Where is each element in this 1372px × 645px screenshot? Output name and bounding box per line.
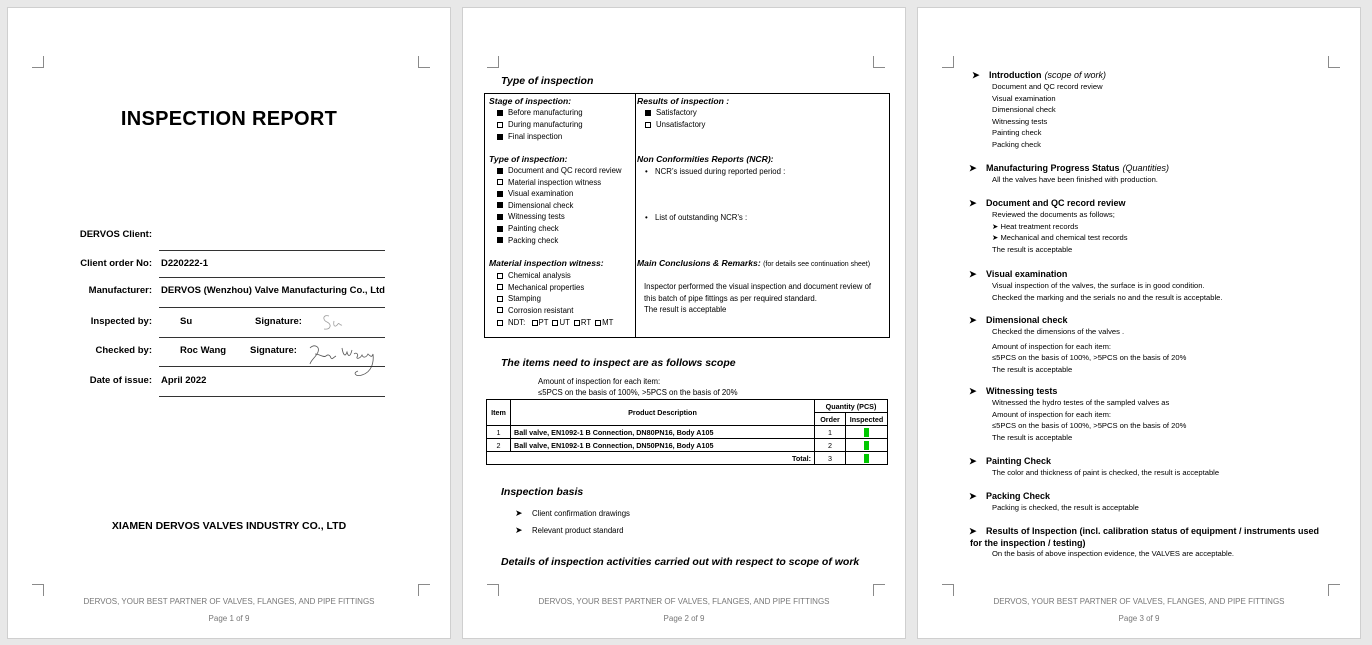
section-title <box>969 491 1051 501</box>
arrow-bullet-icon: ➤ <box>969 526 977 536</box>
unchecked-box-icon <box>645 122 651 128</box>
divider <box>635 94 636 337</box>
ncr-item-1 <box>645 167 785 176</box>
bullet-icon: • <box>645 167 648 176</box>
checkbox-label: During manufacturing <box>508 120 583 129</box>
checkbox-item <box>497 212 565 221</box>
unchecked-box-icon <box>497 179 503 185</box>
section-title <box>969 315 1068 325</box>
checkbox-item <box>497 120 583 129</box>
section-title-text: Results of Inspection (incl. calibration status of equipment / instruments used <box>986 526 1320 536</box>
page-3 <box>917 7 1361 639</box>
underline <box>159 307 385 308</box>
item-cell: 1 <box>487 426 511 439</box>
section-line: Packing is checked, the result is acceptable <box>992 503 1139 512</box>
section-heading-items: The items need to inspect are as follows scope <box>501 357 736 369</box>
section-line: Visual examination <box>992 93 1056 103</box>
checked-box-icon <box>497 110 503 116</box>
arrow-bullet-icon: ➤ <box>969 491 977 501</box>
underline <box>159 396 385 397</box>
conclusions-note: (for details see continuation sheet) <box>763 261 871 268</box>
unchecked-box-icon <box>497 284 503 290</box>
ncr-item-2 <box>645 213 747 222</box>
checkbox-label: Stamping <box>508 294 541 304</box>
checkbox-item <box>497 306 573 315</box>
checkbox-label: Unsatisfactory <box>656 120 706 129</box>
ncr-heading: Non Conformities Reports (NCR): <box>637 154 774 164</box>
items-table <box>486 399 888 465</box>
ndt-option-label: PT <box>538 318 549 327</box>
crop-mark <box>873 584 885 596</box>
checkbox-label: Chemical analysis <box>508 271 571 280</box>
section-title-text: Painting Check <box>986 456 1052 466</box>
report-title: INSPECTION REPORT <box>120 108 338 130</box>
ndt-option-label: MT <box>602 318 614 327</box>
ndt-option <box>595 318 613 327</box>
company-name: XIAMEN DERVOS VALVES INDUSTRY CO., LTD <box>111 520 347 532</box>
checkbox-item <box>497 108 583 117</box>
highlight-mark <box>864 454 869 463</box>
checkbox-label: Visual examination <box>508 189 574 199</box>
section-line: Checked the dimensions of the valves . <box>992 327 1125 336</box>
order-cell: 2 <box>815 439 846 452</box>
section-line: Witnessing tests <box>992 116 1048 126</box>
checkbox-label: Packing check <box>508 235 559 245</box>
section-line: Packing check <box>992 139 1041 149</box>
inspected-cell <box>846 426 888 439</box>
section-line: Visual inspection of the valves, the surface is in good condition. <box>992 281 1205 290</box>
arrow-bullet-icon: ➤ <box>972 70 980 80</box>
signature-label: Signature: <box>255 316 302 327</box>
section-title <box>969 198 1126 208</box>
total-order: 3 <box>815 452 846 465</box>
checkbox-item <box>497 271 571 280</box>
underline <box>159 277 385 278</box>
basis-item <box>515 508 630 519</box>
checked-box-icon <box>497 168 503 174</box>
underline <box>159 366 385 367</box>
unchecked-box-icon <box>595 320 601 326</box>
section-title-text: Manufacturing Progress Status <box>986 163 1120 173</box>
bullet-icon: • <box>645 213 648 222</box>
footer-text: DERVOS, YOUR BEST PARTNER OF VALVES, FLANGES, AND PIPE FITTINGS <box>538 597 830 606</box>
crop-mark <box>942 56 954 68</box>
ndt-option <box>574 318 591 327</box>
results-heading: Results of inspection : <box>637 96 730 106</box>
basis-item <box>515 525 623 536</box>
underline <box>159 337 385 338</box>
crop-mark <box>942 584 954 596</box>
ncr-item-2-text: List of outstanding NCR’s : <box>655 213 748 222</box>
col-qty-header: Quantity (PCS) <box>815 400 888 413</box>
checkbox-item <box>497 132 562 141</box>
ndt-label: NDT: <box>508 318 526 327</box>
date-value: April 2022 <box>161 375 207 386</box>
table-row <box>487 426 888 439</box>
signature-su <box>320 312 350 334</box>
conclusions-heading <box>637 258 870 268</box>
client-row <box>8 229 450 243</box>
manufacturer-label: Manufacturer: <box>88 285 152 296</box>
stage-heading: Stage of inspection: <box>489 96 572 106</box>
order-label: Client order No: <box>80 258 152 269</box>
ndt-row <box>497 318 613 327</box>
arrow-bullet-icon: ➤ <box>515 508 523 518</box>
basis-item-text: Relevant product standard <box>532 526 624 535</box>
unchecked-box-icon <box>532 320 538 326</box>
crop-mark <box>487 56 499 68</box>
section-line: The color and thickness of paint is checked, the result is acceptable <box>992 468 1220 477</box>
checked-box-icon <box>645 110 651 116</box>
section-line: ≤5PCS on the basis of 100%, >5PCS on the basis of 20% <box>992 421 1187 430</box>
section-title <box>969 269 1068 279</box>
crop-mark <box>1328 584 1340 596</box>
section-line: ➤ Mechanical and chemical test records <box>992 233 1128 242</box>
checkbox-item <box>497 201 573 210</box>
section-line: The result is acceptable <box>992 244 1073 254</box>
inspection-summary-box <box>484 93 890 338</box>
ndt-option-label: UT <box>559 318 570 327</box>
section-heading-basis: Inspection basis <box>501 486 584 498</box>
unchecked-box-icon <box>497 296 503 302</box>
unchecked-box-icon <box>552 320 558 326</box>
inspected-cell <box>846 439 888 452</box>
page-number: Page 3 of 9 <box>1118 614 1160 623</box>
checkbox-item <box>497 236 558 245</box>
amount-line: ≤5PCS on the basis of 100%, >5PCS on the basis of 20% <box>538 388 738 397</box>
checkbox-label: Material inspection witness <box>508 177 602 187</box>
checkbox-item <box>497 166 622 175</box>
checkbox-label: Document and QC record review <box>508 166 622 175</box>
checkbox-item <box>497 189 573 198</box>
section-line: The result is acceptable <box>992 364 1073 374</box>
col-item-header: Item <box>487 400 511 426</box>
section-title <box>969 386 1058 396</box>
table-total-row <box>487 452 888 465</box>
unchecked-box-icon <box>497 273 503 279</box>
checked-box-icon <box>497 214 503 220</box>
checked-box-icon <box>497 202 503 208</box>
material-heading: Material inspection witness: <box>489 258 604 268</box>
ndt-option <box>532 318 549 327</box>
inspected-value: Su <box>180 316 193 327</box>
checkbox-label: Painting check <box>508 224 559 233</box>
footer-text: DERVOS, YOUR BEST PARTNER OF VALVES, FLANGES, AND PIPE FITTINGS <box>993 597 1285 606</box>
section-title <box>969 526 1320 536</box>
section-line: Witnessed the hydro testes of the sampled valves as <box>992 398 1170 407</box>
checked-box-icon <box>497 191 503 197</box>
checkbox-label: Final inspection <box>508 132 563 141</box>
section-line: Painting check <box>992 128 1042 137</box>
desc-cell: Ball valve, EN1092-1 B Connection, DN50PN16, Body A105 <box>511 439 815 452</box>
checkbox-item <box>497 178 601 187</box>
desc-cell: Ball valve, EN1092-1 B Connection, DN80PN16, Body A105 <box>511 426 815 439</box>
crop-mark <box>418 584 430 596</box>
crop-mark <box>32 56 44 68</box>
col-inspected-header: Inspected <box>846 413 888 426</box>
page-1 <box>7 7 451 639</box>
checkbox-item <box>645 108 697 117</box>
checked-box-icon <box>497 237 503 243</box>
section-line: Dimensional check <box>992 105 1056 114</box>
section-title-text: Packing Check <box>986 491 1051 501</box>
section-line: ➤ Heat treatment records <box>992 221 1079 231</box>
section-title-continued: for the inspection / testing) <box>970 538 1086 548</box>
type-heading: Type of inspection: <box>489 154 568 164</box>
arrow-bullet-icon: ➤ <box>969 269 977 279</box>
checkbox-label: Satisfactory <box>656 108 697 117</box>
arrow-bullet-icon: ➤ <box>969 163 977 173</box>
crop-mark <box>32 584 44 596</box>
page-number: Page 2 of 9 <box>663 614 705 623</box>
ndt-option-label: RT <box>580 318 592 327</box>
amount-line: Amount of inspection for each item: <box>538 377 661 386</box>
checkbox-label: Dimensional check <box>508 200 574 210</box>
section-title-text: Document and QC record review <box>986 198 1126 208</box>
signature-roc-wang <box>306 340 384 380</box>
checked-box-icon <box>497 134 503 140</box>
checkbox-label: Witnessing tests <box>508 212 565 222</box>
table-body <box>487 426 888 452</box>
order-row <box>8 258 450 272</box>
checkbox-item <box>497 224 559 233</box>
highlight-mark <box>864 428 869 437</box>
date-row <box>8 375 450 389</box>
crop-mark <box>418 56 430 68</box>
section-title <box>972 70 1107 80</box>
inspected-label: Inspected by: <box>90 316 152 327</box>
order-value: D220222-1 <box>161 258 209 269</box>
manufacturer-row <box>8 285 450 299</box>
checkbox-label: Mechanical properties <box>508 282 585 292</box>
checkbox-item <box>645 120 705 129</box>
checkbox-icon <box>497 320 503 326</box>
checked-value: Roc Wang <box>180 345 227 356</box>
conclusion-line: The result is acceptable <box>644 305 727 314</box>
ncr-item-1-text: NCR’s issued during reported period : <box>655 167 786 176</box>
section-line: All the valves have been finished with production. <box>992 175 1158 184</box>
section-line: On the basis of above inspection evidence, the VALVES are acceptable. <box>992 549 1235 558</box>
table-row <box>487 439 888 452</box>
date-label: Date of issue: <box>89 375 152 386</box>
conclusions-heading-text: Main Conclusions & Remarks: <box>637 258 761 268</box>
checked-label: Checked by: <box>95 345 152 356</box>
section-title-text: Introduction <box>989 70 1042 80</box>
section-heading-type: Type of inspection <box>501 75 594 87</box>
section-title <box>969 163 1170 173</box>
section-line: ≤5PCS on the basis of 100%, >5PCS on the basis of 20% <box>992 353 1187 362</box>
section-title-italic: (Quantities) <box>1122 163 1170 173</box>
unchecked-box-icon <box>574 320 580 326</box>
crop-mark <box>1328 56 1340 68</box>
item-cell: 2 <box>487 439 511 452</box>
underline <box>159 250 385 251</box>
conclusion-line: this batch of pipe fittings as per required standard. <box>644 294 817 303</box>
inspected-row <box>8 316 450 330</box>
section-line: Checked the marking and the serials no and the result is acceptable. <box>992 292 1223 302</box>
section-line: Amount of inspection for each item: <box>992 341 1112 351</box>
checkbox-item <box>497 294 541 303</box>
checkbox-label: Before manufacturing <box>508 108 583 117</box>
ndt-items <box>528 318 614 327</box>
basis-item-text: Client confirmation drawings <box>532 509 630 518</box>
section-line: The result is acceptable <box>992 432 1073 442</box>
total-label: Total: <box>487 452 815 465</box>
section-title-italic: (scope of work) <box>1044 70 1107 80</box>
section-title-text: Visual examination <box>986 269 1068 279</box>
section-line: Document and QC record review <box>992 82 1103 91</box>
col-order-header: Order <box>815 413 846 426</box>
total-inspected <box>846 452 888 465</box>
section-line: Amount of inspection for each item: <box>992 409 1112 419</box>
page-2 <box>462 7 906 639</box>
client-label: DERVOS Client: <box>79 229 152 240</box>
signature-label: Signature: <box>250 345 297 356</box>
checked-box-icon <box>497 226 503 232</box>
order-cell: 1 <box>815 426 846 439</box>
crop-mark <box>873 56 885 68</box>
arrow-bullet-icon: ➤ <box>515 525 523 535</box>
crop-mark <box>487 584 499 596</box>
arrow-bullet-icon: ➤ <box>969 386 977 396</box>
ndt-option <box>552 318 569 327</box>
manufacturer-value: DERVOS (Wenzhou) Valve Manufacturing Co., Ltd <box>161 285 385 296</box>
checkbox-item <box>497 283 584 292</box>
section-title-text: Witnessing tests <box>986 386 1058 396</box>
unchecked-box-icon <box>497 307 503 313</box>
arrow-bullet-icon: ➤ <box>969 456 977 466</box>
conclusion-line: Inspector performed the visual inspection and document review of <box>644 282 872 291</box>
page-number: Page 1 of 9 <box>208 614 250 623</box>
checkbox-label: Corrosion resistant <box>508 305 574 315</box>
arrow-bullet-icon: ➤ <box>969 198 977 208</box>
section-heading-details: Details of inspection activities carried out with respect to scope of work <box>501 556 860 568</box>
section-title <box>969 456 1052 466</box>
section-line: Reviewed the documents as follows; <box>992 210 1115 219</box>
arrow-bullet-icon: ➤ <box>969 315 977 325</box>
section-title-text: Dimensional check <box>986 315 1068 325</box>
unchecked-box-icon <box>497 122 503 128</box>
col-desc-header: Product Description <box>511 400 815 426</box>
highlight-mark <box>864 441 869 450</box>
footer-text: DERVOS, YOUR BEST PARTNER OF VALVES, FLANGES, AND PIPE FITTINGS <box>83 597 375 606</box>
